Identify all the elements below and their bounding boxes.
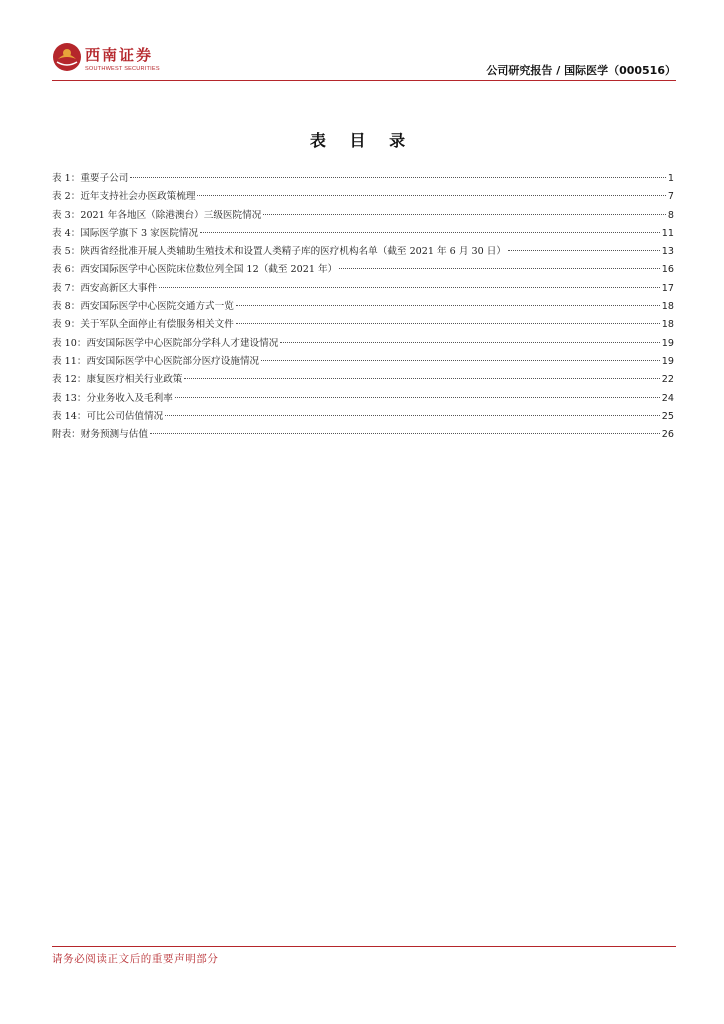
toc-dot-leader <box>200 232 660 233</box>
toc-entry[interactable] <box>52 172 674 190</box>
toc-dot-leader <box>261 360 660 361</box>
toc-dot-leader <box>236 305 660 306</box>
toc-entry[interactable] <box>52 428 674 446</box>
toc-entry[interactable] <box>52 337 674 355</box>
toc-entry-page-number: 18 <box>661 301 674 313</box>
toc-entry-label: 表 7：西安高新区大事件 <box>52 282 158 294</box>
toc-entry[interactable] <box>52 227 674 245</box>
toc-entry-page-number: 25 <box>661 410 674 422</box>
toc-entry[interactable] <box>52 263 674 281</box>
company-logo <box>52 42 162 80</box>
toc-entry[interactable] <box>52 245 674 263</box>
toc-dot-leader <box>130 177 666 178</box>
footer-disclaimer: 请务必阅读正文后的重要声明部分 <box>52 953 219 965</box>
toc-entry[interactable] <box>52 190 674 208</box>
toc-entry-label: 表 4：国际医学旗下 3 家医院情况 <box>52 227 199 239</box>
toc-entry-page-number: 16 <box>661 264 674 276</box>
report-type-label: 公司研究报告 / 国际医学（000516） <box>486 64 676 77</box>
toc-entry-page-number: 7 <box>667 191 674 203</box>
toc-entry-page-number: 17 <box>661 282 674 294</box>
toc-entry-label: 表 14：可比公司估值情况 <box>52 410 164 422</box>
toc-entry-page-number: 19 <box>661 355 674 367</box>
toc-dot-leader <box>197 195 665 196</box>
toc-entry-page-number: 11 <box>661 227 674 239</box>
toc-entry-label: 表 8：西安国际医学中心医院交通方式一览 <box>52 301 234 313</box>
toc-dot-leader <box>508 250 660 251</box>
toc-entry-label: 表 5：陕西省经批准开展人类辅助生殖技术和设置人类精子库的医疗机构名单（截至 2021 年 6 月 30 日） <box>52 246 506 258</box>
toc-dot-leader <box>165 415 660 416</box>
logo-chinese-name: 西南证券 <box>85 46 154 64</box>
toc-entry-label: 附表：财务预测与估值 <box>52 429 148 441</box>
toc-entry-label: 表 1：重要子公司 <box>52 173 129 184</box>
toc-dot-leader <box>263 214 666 215</box>
toc-dot-leader <box>236 323 660 324</box>
logo-english-name: SOUTHWEST SECURITIES <box>85 66 160 72</box>
toc-entry-label: 表 9：关于军队全面停止有偿服务相关文件 <box>52 319 234 331</box>
toc-dot-leader <box>175 397 660 398</box>
company-logo-icon <box>52 42 82 72</box>
toc-entry[interactable] <box>52 392 674 410</box>
toc-entry-page-number: 22 <box>661 374 674 386</box>
table-of-contents <box>52 172 674 446</box>
toc-title: 表 目 录 <box>309 131 415 150</box>
footer-divider <box>52 946 676 947</box>
toc-entry-page-number: 1 <box>667 173 674 184</box>
toc-entry-label: 表 3：2021 年各地区（除港澳台）三级医院情况 <box>52 209 262 221</box>
toc-entry[interactable] <box>52 355 674 373</box>
toc-dot-leader <box>339 268 660 269</box>
page-header <box>52 36 676 82</box>
toc-entry[interactable] <box>52 373 674 391</box>
toc-dot-leader <box>280 342 659 343</box>
toc-dot-leader <box>150 433 660 434</box>
toc-entry[interactable] <box>52 318 674 336</box>
toc-entry-page-number: 26 <box>661 429 674 441</box>
header-divider <box>52 80 676 81</box>
toc-entry[interactable] <box>52 209 674 227</box>
toc-entry-label: 表 6：西安国际医学中心医院床位数位列全国 12（截至 2021 年） <box>52 264 338 276</box>
toc-entry[interactable] <box>52 282 674 300</box>
toc-entry-label: 表 12：康复医疗相关行业政策 <box>52 374 183 386</box>
toc-dot-leader <box>184 378 659 379</box>
toc-entry-page-number: 13 <box>661 246 674 258</box>
toc-entry-label: 表 10：西安国际医学中心医院部分学科人才建设情况 <box>52 337 279 349</box>
toc-dot-leader <box>159 287 660 288</box>
toc-entry-page-number: 18 <box>661 319 674 331</box>
toc-entry-page-number: 19 <box>661 337 674 349</box>
toc-entry[interactable] <box>52 300 674 318</box>
toc-entry-label: 表 13：分业务收入及毛利率 <box>52 392 173 404</box>
toc-entry-label: 表 2：近年支持社会办医政策梳理 <box>52 191 196 203</box>
toc-entry-page-number: 8 <box>667 209 674 221</box>
toc-entry[interactable] <box>52 410 674 428</box>
toc-entry-page-number: 24 <box>661 392 674 404</box>
toc-entry-label: 表 11：西安国际医学中心医院部分医疗设施情况 <box>52 355 260 367</box>
